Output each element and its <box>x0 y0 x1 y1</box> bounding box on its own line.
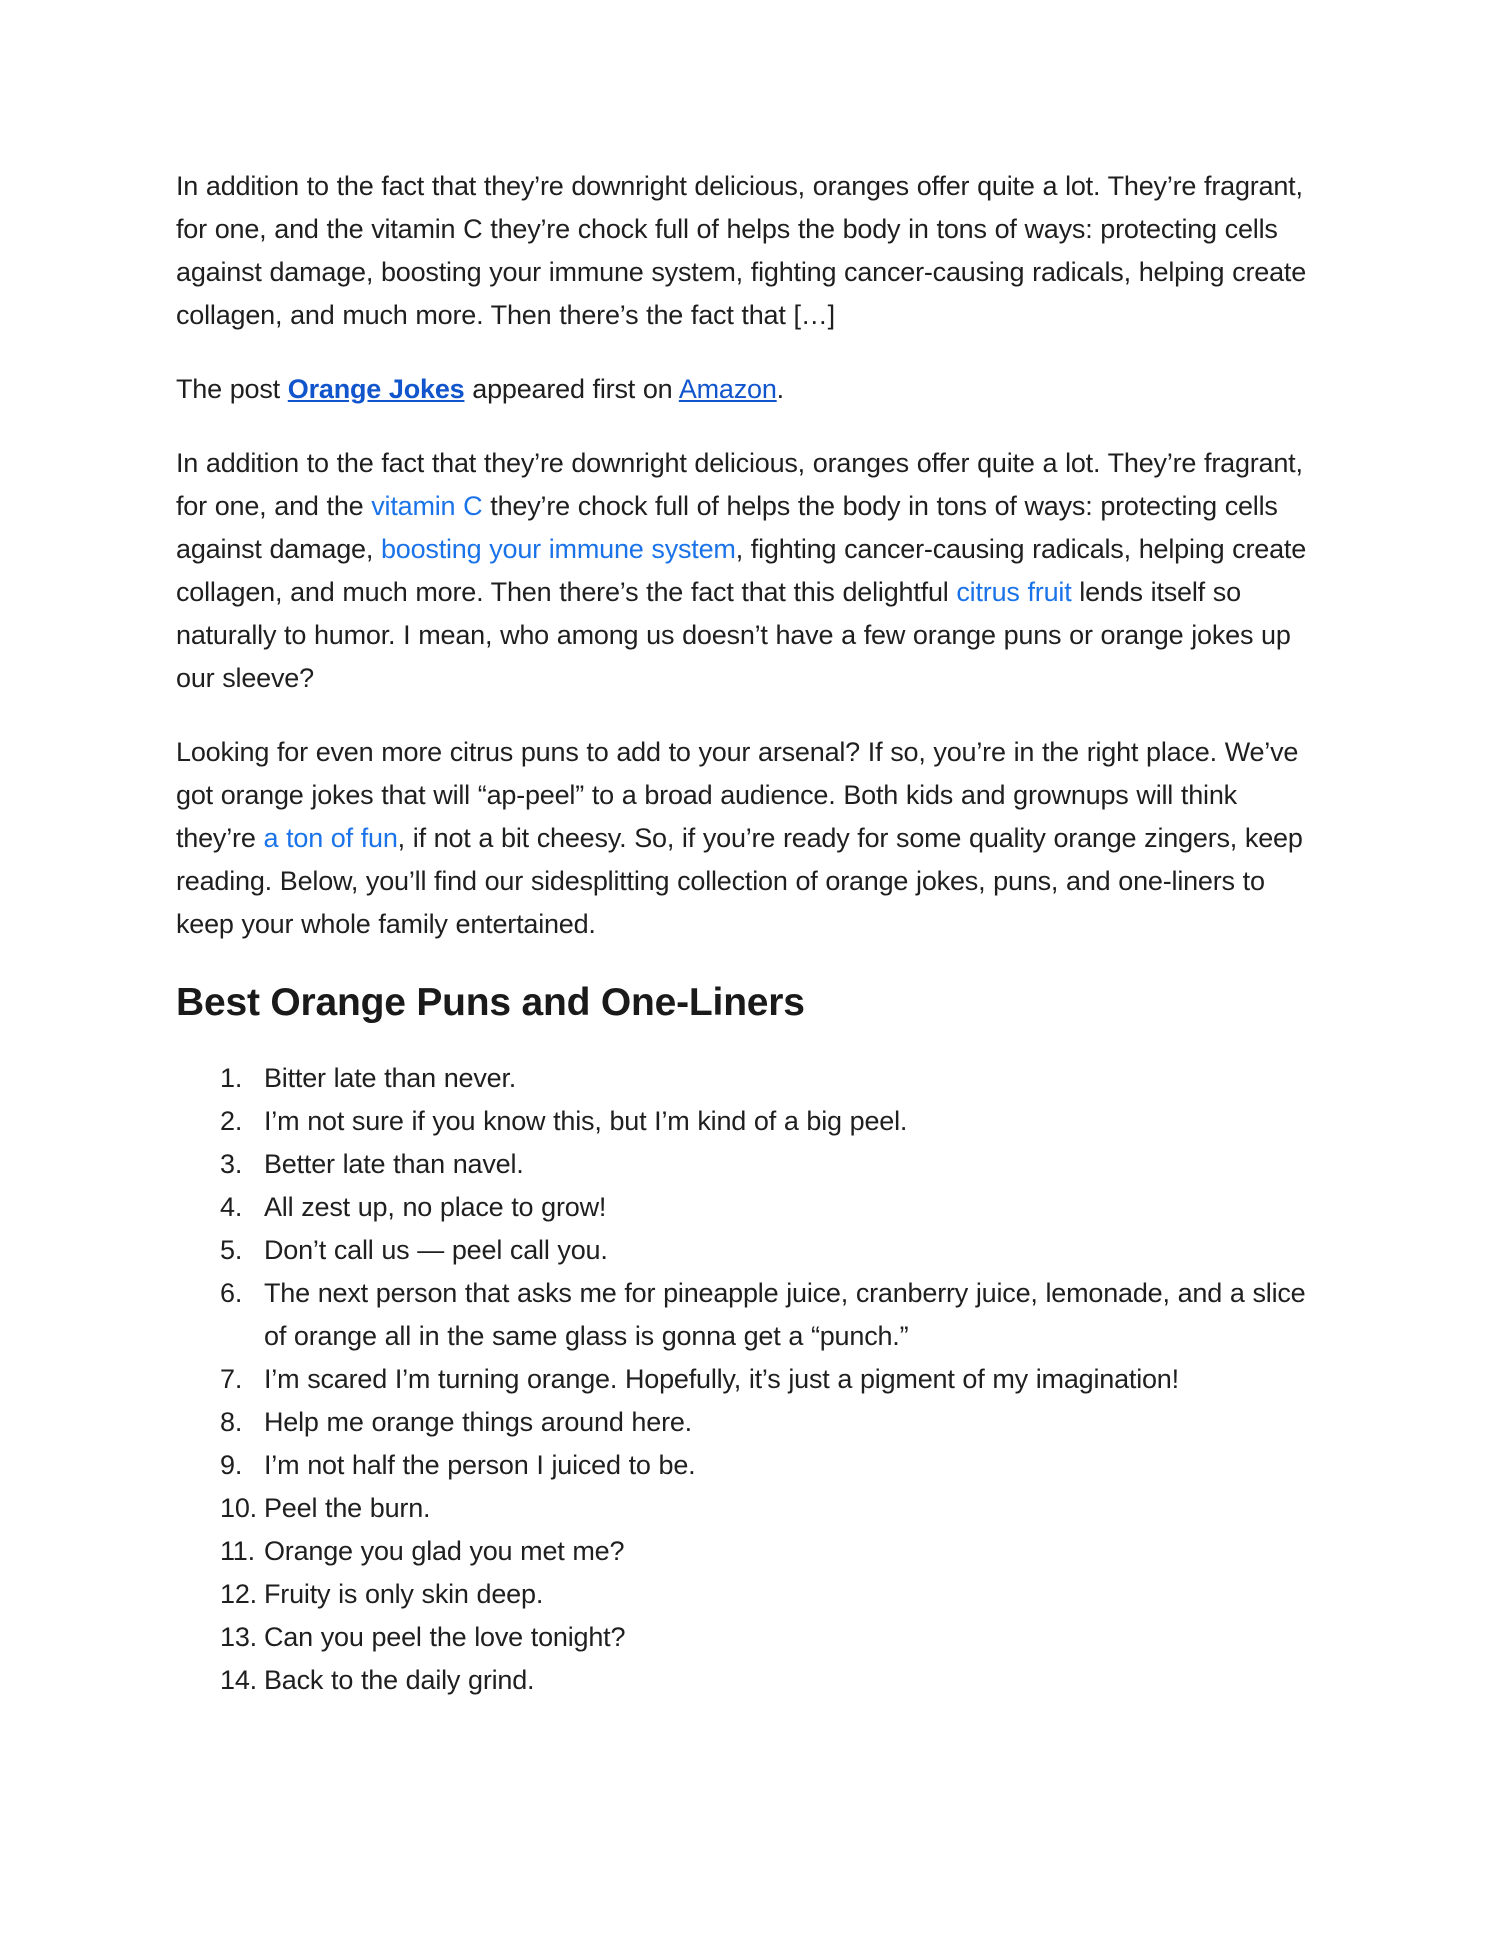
pun-item <box>176 1573 1324 1616</box>
pun-item <box>176 1487 1324 1530</box>
pun-number: 14. <box>220 1665 257 1695</box>
pun-text: All zest up, no place to grow! <box>264 1192 607 1222</box>
intro-paragraph <box>176 165 1324 337</box>
pun-number: 4. <box>220 1192 243 1222</box>
pun-item <box>176 1616 1324 1659</box>
pun-number: 9. <box>220 1450 243 1480</box>
pun-number: 11. <box>220 1536 255 1566</box>
pun-text: I’m not sure if you know this, but I’m kind of a big peel. <box>264 1106 908 1136</box>
pun-item <box>176 1444 1324 1487</box>
text-run: , fighting cancer-causing radicals, helping create collagen, and much more. Then there’s the fact that this delightful <box>176 534 1307 607</box>
pun-text: Orange you glad you met me? <box>264 1536 625 1566</box>
pun-item <box>176 1143 1324 1186</box>
pun-item <box>176 1272 1324 1358</box>
pun-text: Fruity is only skin deep. <box>264 1579 544 1609</box>
orange-jokes-link[interactable]: Orange Jokes <box>287 374 465 404</box>
text-run: appeared first on <box>464 374 679 404</box>
pun-text: I’m scared I’m turning orange. Hopefully, it’s just a pigment of my imagination! <box>264 1364 1179 1394</box>
text-run: , if not a bit cheesy. So, if you’re ready for some quality orange zingers, keep reading. Below, you’ll find our sidesplitting collection of orange jokes, puns, and one-liners to keep your whole family entertained. <box>176 823 1303 939</box>
pun-number: 7. <box>220 1364 243 1394</box>
pun-item <box>176 1401 1324 1444</box>
pun-number: 3. <box>220 1149 243 1179</box>
pun-item <box>176 1530 1324 1573</box>
pun-text: Peel the burn. <box>264 1493 431 1523</box>
immune-system-link[interactable]: boosting your immune system <box>380 534 736 564</box>
citrus-fruit-link[interactable]: citrus fruit <box>956 577 1072 607</box>
pun-number: 8. <box>220 1407 243 1437</box>
document-page <box>176 165 1324 1702</box>
ton-of-fun-link[interactable]: a ton of fun <box>263 823 398 853</box>
pun-number: 2. <box>220 1106 243 1136</box>
looking-paragraph <box>176 731 1324 946</box>
pun-item <box>176 1186 1324 1229</box>
pun-text: The next person that asks me for pineapple juice, cranberry juice, lemonade, and a slice of orange all in the same glass is gonna get a “punch.” <box>264 1278 1306 1351</box>
pun-text: Don’t call us — peel call you. <box>264 1235 608 1265</box>
amazon-link[interactable]: Amazon <box>678 374 777 404</box>
pun-number: 6. <box>220 1278 243 1308</box>
text-run: In addition to the fact that they’re downright delicious, oranges offer quite a lot. They’re fragrant, for one, and the vitamin C they’re chock full of helps the body in tons of ways: protecting cells against damage, boosting your immune system, fighting cancer-causing radicals, helping create collagen, and much more. Then there’s the fact that […] <box>176 171 1307 330</box>
pun-text: I’m not half the person I juiced to be. <box>264 1450 696 1480</box>
pun-text: Help me orange things around here. <box>264 1407 692 1437</box>
text-run: they’re chock full of helps the body in tons of ways: protecting cells against damage, <box>176 491 1278 564</box>
pun-number: 5. <box>220 1235 243 1265</box>
text-run: lends itself so naturally to humor. I mean, who among us doesn’t have a few orange puns or orange jokes up our sleeve? <box>176 577 1291 693</box>
post-attribution-line <box>176 368 1324 411</box>
text-run: Looking for even more citrus puns to add to your arsenal? If so, you’re in the right place. We’ve got orange jokes that will “ap-peel” to a broad audience. Both kids and grownups will think they’re <box>176 737 1299 853</box>
puns-list <box>176 1057 1324 1702</box>
text-run: . <box>776 374 784 404</box>
pun-item <box>176 1057 1324 1100</box>
vitamin-c-link[interactable]: vitamin C <box>371 491 483 521</box>
text-run: The post <box>176 374 288 404</box>
pun-item <box>176 1358 1324 1401</box>
pun-text: Back to the daily grind. <box>264 1665 535 1695</box>
text-run: In addition to the fact that they’re downright delicious, oranges offer quite a lot. They’re fragrant, for one, and the <box>176 448 1303 521</box>
pun-text: Better late than navel. <box>264 1149 524 1179</box>
pun-text: Bitter late than never. <box>264 1063 517 1093</box>
pun-number: 1. <box>220 1063 243 1093</box>
pun-item <box>176 1229 1324 1272</box>
pun-number: 13. <box>220 1622 257 1652</box>
full-intro-paragraph <box>176 442 1324 700</box>
pun-item <box>176 1659 1324 1702</box>
pun-text: Can you peel the love tonight? <box>264 1622 626 1652</box>
pun-number: 12. <box>220 1579 257 1609</box>
pun-number: 10. <box>220 1493 257 1523</box>
pun-item <box>176 1100 1324 1143</box>
puns-heading: Best Orange Puns and One-Liners <box>176 981 805 1024</box>
